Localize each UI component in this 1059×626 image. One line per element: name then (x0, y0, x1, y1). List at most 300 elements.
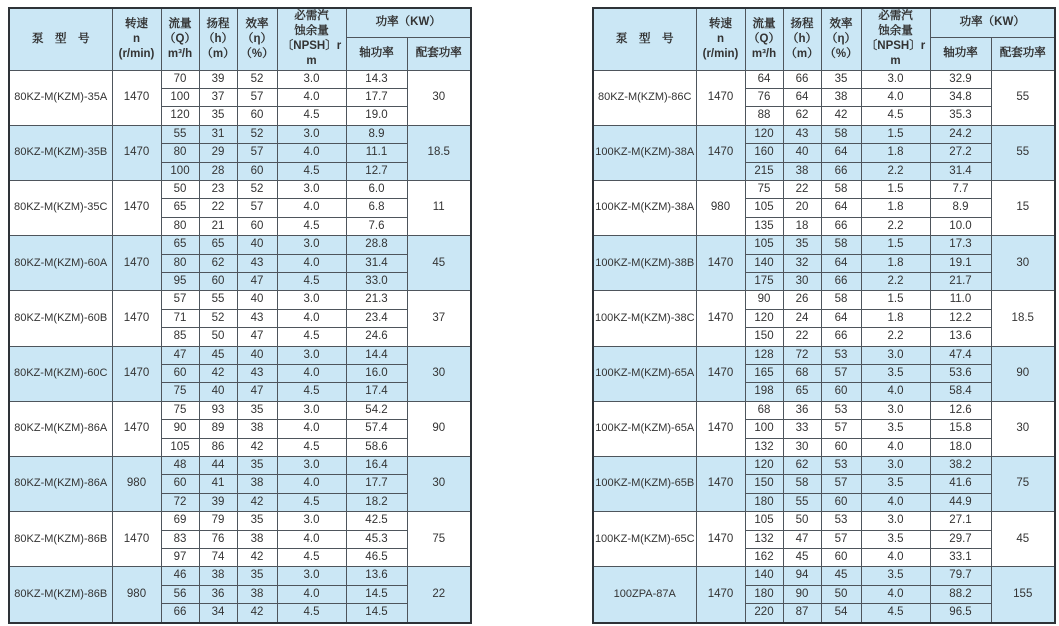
speed-cell: 980 (696, 180, 745, 235)
npsh-cell: 3.0 (277, 457, 346, 475)
shaft-power-cell: 11.1 (346, 144, 407, 162)
shaft-power-cell: 18.2 (346, 493, 407, 511)
flow-cell: 68 (745, 401, 783, 419)
matched-power-cell: 155 (991, 567, 1055, 623)
efficiency-cell: 40 (237, 291, 277, 309)
head-cell: 50 (199, 328, 237, 346)
col-header-head (783, 8, 821, 70)
flow-cell: 132 (745, 530, 783, 548)
head-cell: 66 (783, 70, 821, 88)
npsh-cell: 3.5 (861, 530, 930, 548)
head-cell: 94 (783, 567, 821, 585)
matched-power-cell: 30 (991, 401, 1055, 456)
npsh-cell: 3.0 (277, 291, 346, 309)
pump-model-cell: 80KZ-M(KZM)-35C (9, 180, 112, 235)
flow-cell: 105 (745, 236, 783, 254)
pump-model-cell: 100KZ-M(KZM)-38A (593, 180, 696, 235)
speed-cell: 1470 (696, 70, 745, 125)
efficiency-cell: 58 (821, 180, 861, 198)
pump-model-cell: 100KZ-M(KZM)-38C (593, 291, 696, 346)
npsh-cell: 4.5 (277, 549, 346, 567)
header-line: （h） (202, 32, 234, 45)
col-header-flow (161, 8, 199, 70)
head-cell: 55 (199, 291, 237, 309)
head-cell: 52 (199, 309, 237, 327)
col-header-head (199, 8, 237, 70)
pump-spec-table-left (8, 7, 472, 624)
header-line: （m） (201, 47, 235, 60)
flow-cell: 90 (745, 291, 783, 309)
shaft-power-cell: 14.3 (346, 70, 407, 88)
col-header-model: 泵 型 号 (9, 8, 112, 70)
header-line: （η） (241, 32, 273, 45)
flow-cell: 72 (161, 493, 199, 511)
npsh-cell: 4.0 (277, 365, 346, 383)
npsh-cell: 3.0 (277, 401, 346, 419)
pump-data-row (593, 457, 1055, 475)
col-header-npsh (861, 8, 930, 70)
efficiency-cell: 38 (237, 420, 277, 438)
npsh-cell: 4.0 (861, 585, 930, 603)
npsh-cell: 3.0 (277, 180, 346, 198)
pump-model-cell: 80KZ-M(KZM)-35B (9, 125, 112, 180)
head-cell: 31 (199, 125, 237, 143)
efficiency-cell: 53 (821, 512, 861, 530)
header-line: （%） (824, 47, 858, 60)
pump-model-cell: 80KZ-M(KZM)-60A (9, 236, 112, 291)
shaft-power-cell: 7.7 (930, 180, 991, 198)
shaft-power-cell: 12.2 (930, 309, 991, 327)
npsh-cell: 4.0 (277, 530, 346, 548)
shaft-power-cell: 57.4 (346, 420, 407, 438)
head-cell: 45 (783, 549, 821, 567)
pump-table (8, 7, 472, 624)
npsh-cell: 3.0 (277, 125, 346, 143)
header-line: 转速 (125, 17, 148, 30)
flow-cell: 71 (161, 309, 199, 327)
matched-power-cell: 37 (407, 291, 471, 346)
shaft-power-cell: 14.5 (346, 604, 407, 623)
efficiency-cell: 35 (237, 567, 277, 585)
npsh-cell: 4.5 (277, 438, 346, 456)
header-line: 效率 (245, 17, 269, 30)
header-line: 〔NPSH〕r (865, 40, 926, 53)
npsh-cell: 3.5 (861, 420, 930, 438)
npsh-cell: 3.0 (861, 70, 930, 88)
efficiency-cell: 66 (821, 217, 861, 235)
col-header-efficiency (821, 8, 861, 70)
head-cell: 37 (199, 88, 237, 106)
head-cell: 62 (783, 107, 821, 125)
header-line: 蚀余量 (294, 25, 329, 38)
efficiency-cell: 35 (821, 70, 861, 88)
speed-cell: 1470 (112, 291, 161, 346)
shaft-power-cell: 21.3 (346, 291, 407, 309)
npsh-cell: 3.0 (277, 567, 346, 585)
flow-cell: 76 (745, 88, 783, 106)
pump-data-row (9, 125, 471, 143)
shaft-power-cell: 33.0 (346, 272, 407, 290)
flow-cell: 175 (745, 272, 783, 290)
flow-cell: 64 (745, 70, 783, 88)
npsh-cell: 4.0 (861, 549, 930, 567)
shaft-power-cell: 14.4 (346, 346, 407, 364)
shaft-power-cell: 96.5 (930, 604, 991, 623)
header-line: n (132, 32, 141, 45)
head-cell: 89 (199, 420, 237, 438)
flow-cell: 165 (745, 365, 783, 383)
head-cell: 42 (199, 365, 237, 383)
npsh-cell: 4.5 (277, 217, 346, 235)
efficiency-cell: 60 (237, 162, 277, 180)
head-cell: 55 (783, 493, 821, 511)
head-cell: 68 (783, 365, 821, 383)
matched-power-cell: 30 (407, 457, 471, 512)
npsh-cell: 3.0 (277, 70, 346, 88)
efficiency-cell: 43 (237, 254, 277, 272)
efficiency-cell: 35 (237, 457, 277, 475)
flow-cell: 65 (161, 236, 199, 254)
head-cell: 28 (199, 162, 237, 180)
pump-spec-table-right (592, 7, 1056, 624)
head-cell: 93 (199, 401, 237, 419)
shaft-power-cell: 53.6 (930, 365, 991, 383)
speed-cell: 1470 (112, 401, 161, 456)
matched-power-cell: 55 (991, 70, 1055, 125)
head-cell: 64 (783, 88, 821, 106)
head-cell: 29 (199, 144, 237, 162)
flow-cell: 50 (161, 180, 199, 198)
shaft-power-cell: 88.2 (930, 585, 991, 603)
efficiency-cell: 58 (821, 236, 861, 254)
head-cell: 20 (783, 199, 821, 217)
flow-cell: 135 (745, 217, 783, 235)
efficiency-cell: 40 (237, 236, 277, 254)
table-body (593, 70, 1055, 623)
shaft-power-cell: 16.0 (346, 365, 407, 383)
efficiency-cell: 66 (821, 162, 861, 180)
npsh-cell: 3.5 (861, 475, 930, 493)
efficiency-cell: 57 (821, 365, 861, 383)
head-cell: 43 (783, 125, 821, 143)
pump-model-cell: 100KZ-M(KZM)-65B (593, 457, 696, 512)
shaft-power-cell: 28.8 (346, 236, 407, 254)
shaft-power-cell: 17.3 (930, 236, 991, 254)
head-cell: 72 (783, 346, 821, 364)
flow-cell: 162 (745, 549, 783, 567)
shaft-power-cell: 17.7 (346, 88, 407, 106)
flow-cell: 100 (161, 162, 199, 180)
npsh-cell: 1.8 (861, 199, 930, 217)
flow-cell: 56 (161, 585, 199, 603)
shaft-power-cell: 35.3 (930, 107, 991, 125)
flow-cell: 75 (745, 180, 783, 198)
speed-cell: 1470 (112, 236, 161, 291)
pump-model-cell: 80KZ-M(KZM)-35A (9, 70, 112, 125)
efficiency-cell: 50 (821, 585, 861, 603)
shaft-power-cell: 6.0 (346, 180, 407, 198)
npsh-cell: 4.0 (277, 88, 346, 106)
efficiency-cell: 42 (237, 604, 277, 623)
pump-data-row (593, 346, 1055, 364)
head-cell: 22 (783, 328, 821, 346)
shaft-power-cell: 31.4 (930, 162, 991, 180)
pump-data-row (9, 70, 471, 88)
efficiency-cell: 57 (237, 199, 277, 217)
head-cell: 33 (783, 420, 821, 438)
head-cell: 21 (199, 217, 237, 235)
efficiency-cell: 42 (821, 107, 861, 125)
matched-power-cell: 75 (991, 457, 1055, 512)
npsh-cell: 3.0 (277, 236, 346, 254)
efficiency-cell: 53 (821, 457, 861, 475)
flow-cell: 75 (161, 383, 199, 401)
pump-model-cell: 80KZ-M(KZM)-86A (9, 457, 112, 512)
npsh-cell: 3.5 (861, 365, 930, 383)
efficiency-cell: 64 (821, 254, 861, 272)
col-header-power-group: 功率（KW） (346, 8, 471, 37)
head-cell: 34 (199, 604, 237, 623)
shaft-power-cell: 14.5 (346, 585, 407, 603)
pump-data-row (593, 291, 1055, 309)
npsh-cell: 4.5 (861, 107, 930, 125)
efficiency-cell: 64 (821, 309, 861, 327)
pump-data-row (593, 512, 1055, 530)
shaft-power-cell: 11.0 (930, 291, 991, 309)
head-cell: 30 (783, 438, 821, 456)
shaft-power-cell: 10.0 (930, 217, 991, 235)
col-header-model: 泵 型 号 (593, 8, 696, 70)
shaft-power-cell: 32.9 (930, 70, 991, 88)
flow-cell: 69 (161, 512, 199, 530)
flow-cell: 66 (161, 604, 199, 623)
flow-cell: 75 (161, 401, 199, 419)
flow-cell: 198 (745, 383, 783, 401)
header-line: 必需汽 (878, 10, 913, 23)
efficiency-cell: 60 (821, 549, 861, 567)
shaft-power-cell: 18.0 (930, 438, 991, 456)
shaft-power-cell: 58.4 (930, 383, 991, 401)
head-cell: 22 (783, 180, 821, 198)
npsh-cell: 2.2 (861, 328, 930, 346)
header-line: （Q） (748, 32, 780, 45)
flow-cell: 95 (161, 272, 199, 290)
head-cell: 65 (199, 236, 237, 254)
npsh-cell: 1.5 (861, 125, 930, 143)
efficiency-cell: 53 (821, 346, 861, 364)
col-header-power-group: 功率（KW） (930, 8, 1055, 37)
flow-cell: 70 (161, 70, 199, 88)
table-header (593, 8, 1055, 70)
matched-power-cell: 75 (407, 512, 471, 567)
col-header-npsh (277, 8, 346, 70)
shaft-power-cell: 58.6 (346, 438, 407, 456)
shaft-power-cell: 8.9 (346, 125, 407, 143)
efficiency-cell: 45 (821, 567, 861, 585)
shaft-power-cell: 38.2 (930, 457, 991, 475)
speed-cell: 1470 (696, 236, 745, 291)
flow-cell: 83 (161, 530, 199, 548)
table-header (9, 8, 471, 70)
head-cell: 87 (783, 604, 821, 623)
efficiency-cell: 57 (237, 144, 277, 162)
flow-cell: 60 (161, 475, 199, 493)
col-header-efficiency (237, 8, 277, 70)
efficiency-cell: 58 (821, 291, 861, 309)
header-line: m³/h (751, 47, 777, 60)
efficiency-cell: 38 (237, 530, 277, 548)
matched-power-cell: 15 (991, 180, 1055, 235)
npsh-cell: 2.2 (861, 217, 930, 235)
efficiency-cell: 38 (821, 88, 861, 106)
pump-data-row (593, 236, 1055, 254)
head-cell: 32 (783, 254, 821, 272)
flow-cell: 150 (745, 475, 783, 493)
head-cell: 50 (783, 512, 821, 530)
shaft-power-cell: 27.2 (930, 144, 991, 162)
shaft-power-cell: 12.7 (346, 162, 407, 180)
efficiency-cell: 57 (821, 475, 861, 493)
speed-cell: 1470 (112, 70, 161, 125)
npsh-cell: 4.0 (277, 475, 346, 493)
header-line: （m） (785, 47, 819, 60)
head-cell: 35 (783, 236, 821, 254)
header-line: 蚀余量 (878, 25, 913, 38)
efficiency-cell: 43 (237, 309, 277, 327)
head-cell: 44 (199, 457, 237, 475)
head-cell: 40 (783, 144, 821, 162)
speed-cell: 1470 (112, 512, 161, 567)
shaft-power-cell: 19.0 (346, 107, 407, 125)
pump-model-cell: 100KZ-M(KZM)-65C (593, 512, 696, 567)
shaft-power-cell: 24.2 (930, 125, 991, 143)
npsh-cell: 4.0 (277, 199, 346, 217)
header-line: m (306, 55, 317, 68)
efficiency-cell: 47 (237, 272, 277, 290)
efficiency-cell: 64 (821, 144, 861, 162)
efficiency-cell: 64 (821, 199, 861, 217)
head-cell: 24 (783, 309, 821, 327)
flow-cell: 120 (745, 125, 783, 143)
header-line: 扬程 (790, 17, 814, 30)
npsh-cell: 4.0 (277, 309, 346, 327)
col-header-shaft-power: 轴功率 (930, 37, 991, 70)
npsh-cell: 1.5 (861, 236, 930, 254)
flow-cell: 85 (161, 328, 199, 346)
header-line: （%） (240, 47, 274, 60)
header-line: m (890, 55, 901, 68)
npsh-cell: 1.8 (861, 309, 930, 327)
head-cell: 39 (199, 70, 237, 88)
efficiency-cell: 42 (237, 549, 277, 567)
shaft-power-cell: 8.9 (930, 199, 991, 217)
flow-cell: 97 (161, 549, 199, 567)
efficiency-cell: 58 (821, 125, 861, 143)
flow-cell: 150 (745, 328, 783, 346)
head-cell: 58 (783, 475, 821, 493)
speed-cell: 1470 (696, 291, 745, 346)
flow-cell: 120 (745, 309, 783, 327)
head-cell: 90 (783, 585, 821, 603)
flow-cell: 48 (161, 457, 199, 475)
pump-data-row (9, 236, 471, 254)
npsh-cell: 1.8 (861, 254, 930, 272)
flow-cell: 128 (745, 346, 783, 364)
flow-cell: 105 (745, 199, 783, 217)
header-line: 必需汽 (294, 10, 329, 23)
efficiency-cell: 52 (237, 125, 277, 143)
npsh-cell: 4.0 (861, 438, 930, 456)
shaft-power-cell: 6.8 (346, 199, 407, 217)
pump-data-row (593, 70, 1055, 88)
header-line: 流量 (752, 17, 776, 30)
npsh-cell: 3.0 (861, 346, 930, 364)
flow-cell: 46 (161, 567, 199, 585)
header-line: m³/h (167, 47, 193, 60)
shaft-power-cell: 45.3 (346, 530, 407, 548)
head-cell: 35 (199, 107, 237, 125)
flow-cell: 120 (745, 457, 783, 475)
npsh-cell: 4.5 (277, 328, 346, 346)
pump-data-row (9, 567, 471, 585)
col-header-matched-power: 配套功率 (407, 37, 471, 70)
head-cell: 45 (199, 346, 237, 364)
npsh-cell: 4.0 (861, 383, 930, 401)
head-cell: 60 (199, 272, 237, 290)
head-cell: 18 (783, 217, 821, 235)
flow-cell: 180 (745, 585, 783, 603)
pump-data-row (9, 512, 471, 530)
npsh-cell: 4.0 (277, 144, 346, 162)
flow-cell: 55 (161, 125, 199, 143)
efficiency-cell: 35 (237, 401, 277, 419)
npsh-cell: 4.0 (861, 88, 930, 106)
flow-cell: 132 (745, 438, 783, 456)
matched-power-cell: 18.5 (407, 125, 471, 180)
header-line: 〔NPSH〕r (281, 40, 342, 53)
npsh-cell: 3.5 (861, 567, 930, 585)
flow-cell: 160 (745, 144, 783, 162)
efficiency-cell: 57 (821, 530, 861, 548)
npsh-cell: 1.5 (861, 291, 930, 309)
speed-cell: 1470 (112, 180, 161, 235)
npsh-cell: 4.0 (861, 493, 930, 511)
header-line: 流量 (168, 17, 192, 30)
head-cell: 76 (199, 530, 237, 548)
shaft-power-cell: 17.7 (346, 475, 407, 493)
flow-cell: 220 (745, 604, 783, 623)
pump-model-cell: 100ZPA-87A (593, 567, 696, 623)
pump-model-cell: 80KZ-M(KZM)-86C (593, 70, 696, 125)
matched-power-cell: 11 (407, 180, 471, 235)
head-cell: 38 (783, 162, 821, 180)
efficiency-cell: 60 (237, 217, 277, 235)
flow-cell: 100 (161, 88, 199, 106)
matched-power-cell: 45 (991, 512, 1055, 567)
pump-data-row (9, 346, 471, 364)
npsh-cell: 3.0 (861, 512, 930, 530)
shaft-power-cell: 7.6 (346, 217, 407, 235)
pump-model-cell: 80KZ-M(KZM)-86A (9, 401, 112, 456)
head-cell: 30 (783, 272, 821, 290)
pump-data-row (593, 401, 1055, 419)
npsh-cell: 4.5 (277, 272, 346, 290)
shaft-power-cell: 31.4 (346, 254, 407, 272)
npsh-cell: 4.5 (277, 604, 346, 623)
npsh-cell: 3.0 (277, 346, 346, 364)
efficiency-cell: 57 (821, 420, 861, 438)
shaft-power-cell: 12.6 (930, 401, 991, 419)
